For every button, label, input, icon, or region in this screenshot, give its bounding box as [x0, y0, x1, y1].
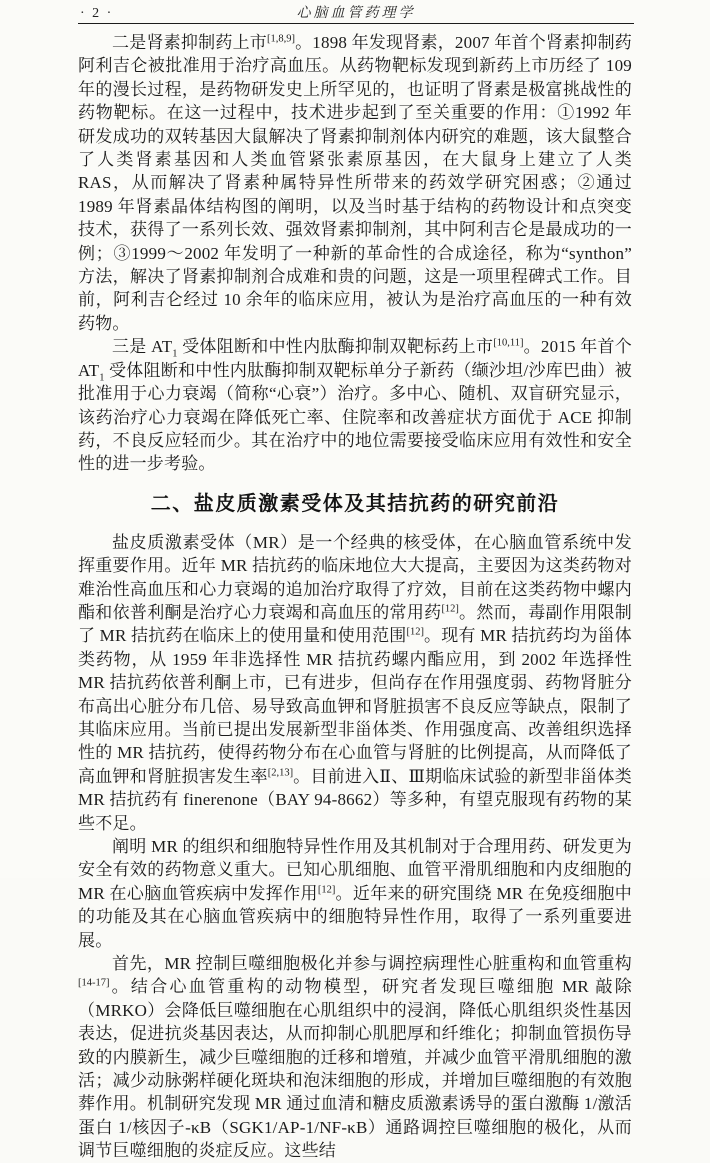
header-rule: [78, 23, 634, 24]
paragraph: 阐明 MR 的组织和细胞特异性作用及其机制对于合理用药、研发更为安全有效的药物意义重大。已知心肌细胞、血管平滑肌细胞和内皮细胞的 MR 在心脑血管疾病中发挥作用[12]。近年来的研究围绕 MR 在免疫细胞中的功能及其在心脑血管疾病中的细胞特异性作用，取得了一系列重要进展。: [78, 837, 632, 950]
citation-superscript: [1,8,9]: [267, 33, 296, 45]
citation-superscript: [2,13]: [267, 767, 294, 779]
citation-superscript: [12]: [441, 603, 459, 615]
citation-superscript: [10,11]: [493, 337, 524, 349]
subscript: 1: [99, 372, 105, 384]
subscript: 1: [172, 348, 178, 360]
paragraph: 首先，MR 控制巨噬细胞极化并参与调控病理性心脏重构和血管重构[14-17]。结合心血管重构的动物模型，研究者发现巨噬细胞 MR 敲除（MRKO）会降低巨噬细胞在心肌组织中的浸润，降低心肌组织炎性基因表达，促进抗炎基因表达，从而抑制心肌肥厚和纤维化；抑制血管损伤导致的内膜新生，减少巨噬细胞的迁移和增殖，并减少血管平滑肌细胞的激活；减少动脉粥样硬化斑块和泡沫细胞的形成，并增加巨噬细胞的有效胞葬作用。机制研究发现 MR 通过血清和糖皮质激素诱导的蛋白激酶 1/激活蛋白 1/核因子-κB（SGK1/AP-1/NF-κB）通路调控巨噬细胞的极化，从而调节巨噬细胞的炎症反应。这些结: [78, 954, 632, 1161]
citation-superscript: [14-17]: [78, 977, 110, 989]
paragraph: 二是肾素抑制药上市[1,8,9]。1898 年发现肾素，2007 年首个肾素抑制药阿利吉仑被批准用于治疗高血压。从药物靶标发现到新药上市历经了 109 年的漫长过程，是药物研发史上所罕见的，也证明了肾素是极富挑战性的药物靶标。在这一过程中，技术进步起到了至关重要的作用：①1992 年研发成功的双转基因大鼠解决了肾素抑制剂体内研究的难题，该大鼠整合了人类肾素基因和人类血管紧张素原基因，在大鼠身上建立了人类 RAS，从而解决了肾素种属特异性所带来的药效学研究困惑；②通过 1989 年肾素晶体结构图的阐明，以及当时基于结构的药物设计和点突变技术，获得了一系列长效、强效肾素抑制剂，其中阿利吉仑是最成功的一例；③1999～2002 年发明了一种新的革命性的合成途径，称为“synthon”方法，解决了肾素抑制剂合成难和贵的问题，这是一项里程碑式工作。目前，阿利吉仑经过 10 余年的临床应用，被认为是治疗高血压的一种有效药物。: [78, 33, 632, 333]
paragraph: 三是 $AT_1$ 受体阻断和中性内肽酶抑制双靶标药上市[10,11]。2015 年首个 $AT_1$ 受体阻断和中性内肽酶抑制双靶标单分子新药（缬沙坦/沙库巴曲）被批准用于心力衰竭（简称“心衰”）治疗。多中心、随机、双盲研究显示，该药治疗心力衰竭在降低死亡率、住院率和改善症状方面优于 ACE 抑制药，不良反应轻而少。其在治疗中的地位需要接受临床应用有效性和安全性的进一步考验。: [78, 337, 632, 474]
citation-superscript: [12]: [406, 626, 425, 638]
citation-superscript: [12]: [317, 884, 336, 896]
running-head: [78, 5, 634, 23]
paragraph: 盐皮质激素受体（MR）是一个经典的核受体，在心脑血管系统中发挥重要作用。近年 MR 拮抗药的临床地位大大提高，主要因为这类药物对难治性高血压和心力衰竭的追加治疗取得了疗效，目前在这类药物中螺内酯和依普利酮是治疗心力衰竭和高血压的常用药[12]。然而，毒副作用限制了 MR 拮抗药在临床上的使用量和使用范围[12]。现有 MR 拮抗药均为甾体类药物，从 1959 年非选择性 MR 拮抗药螺内酯应用，到 2002 年选择性 MR 拮抗药依普利酮上市，已有进步，但尚存在作用强度弱、药物肾脏分布高出心脏分布几倍、易导致高血钾和肾脏损害不良反应等缺点，限制了其临床应用。当前已提出发展新型非甾体类、作用强度高、改善组织选择性的 MR 拮抗药，使得药物分布在心血管与肾脏的比例提高，从而降低了高血钾和肾脏损害发生率[2,13]。目前进入Ⅱ、Ⅲ期临床试验的新型非甾体类 MR 拮抗药有 finerenone（BAY 94-8662）等多种，有望克服现有药物的某些不足。: [78, 532, 633, 833]
page-number: · 2 ·: [80, 6, 114, 21]
section-heading: 二、盐皮质激素受体及其拮抗药的研究前沿: [150, 492, 560, 515]
running-title: 心脑血管药理学: [296, 6, 416, 21]
article-body: [78, 31, 632, 1163]
